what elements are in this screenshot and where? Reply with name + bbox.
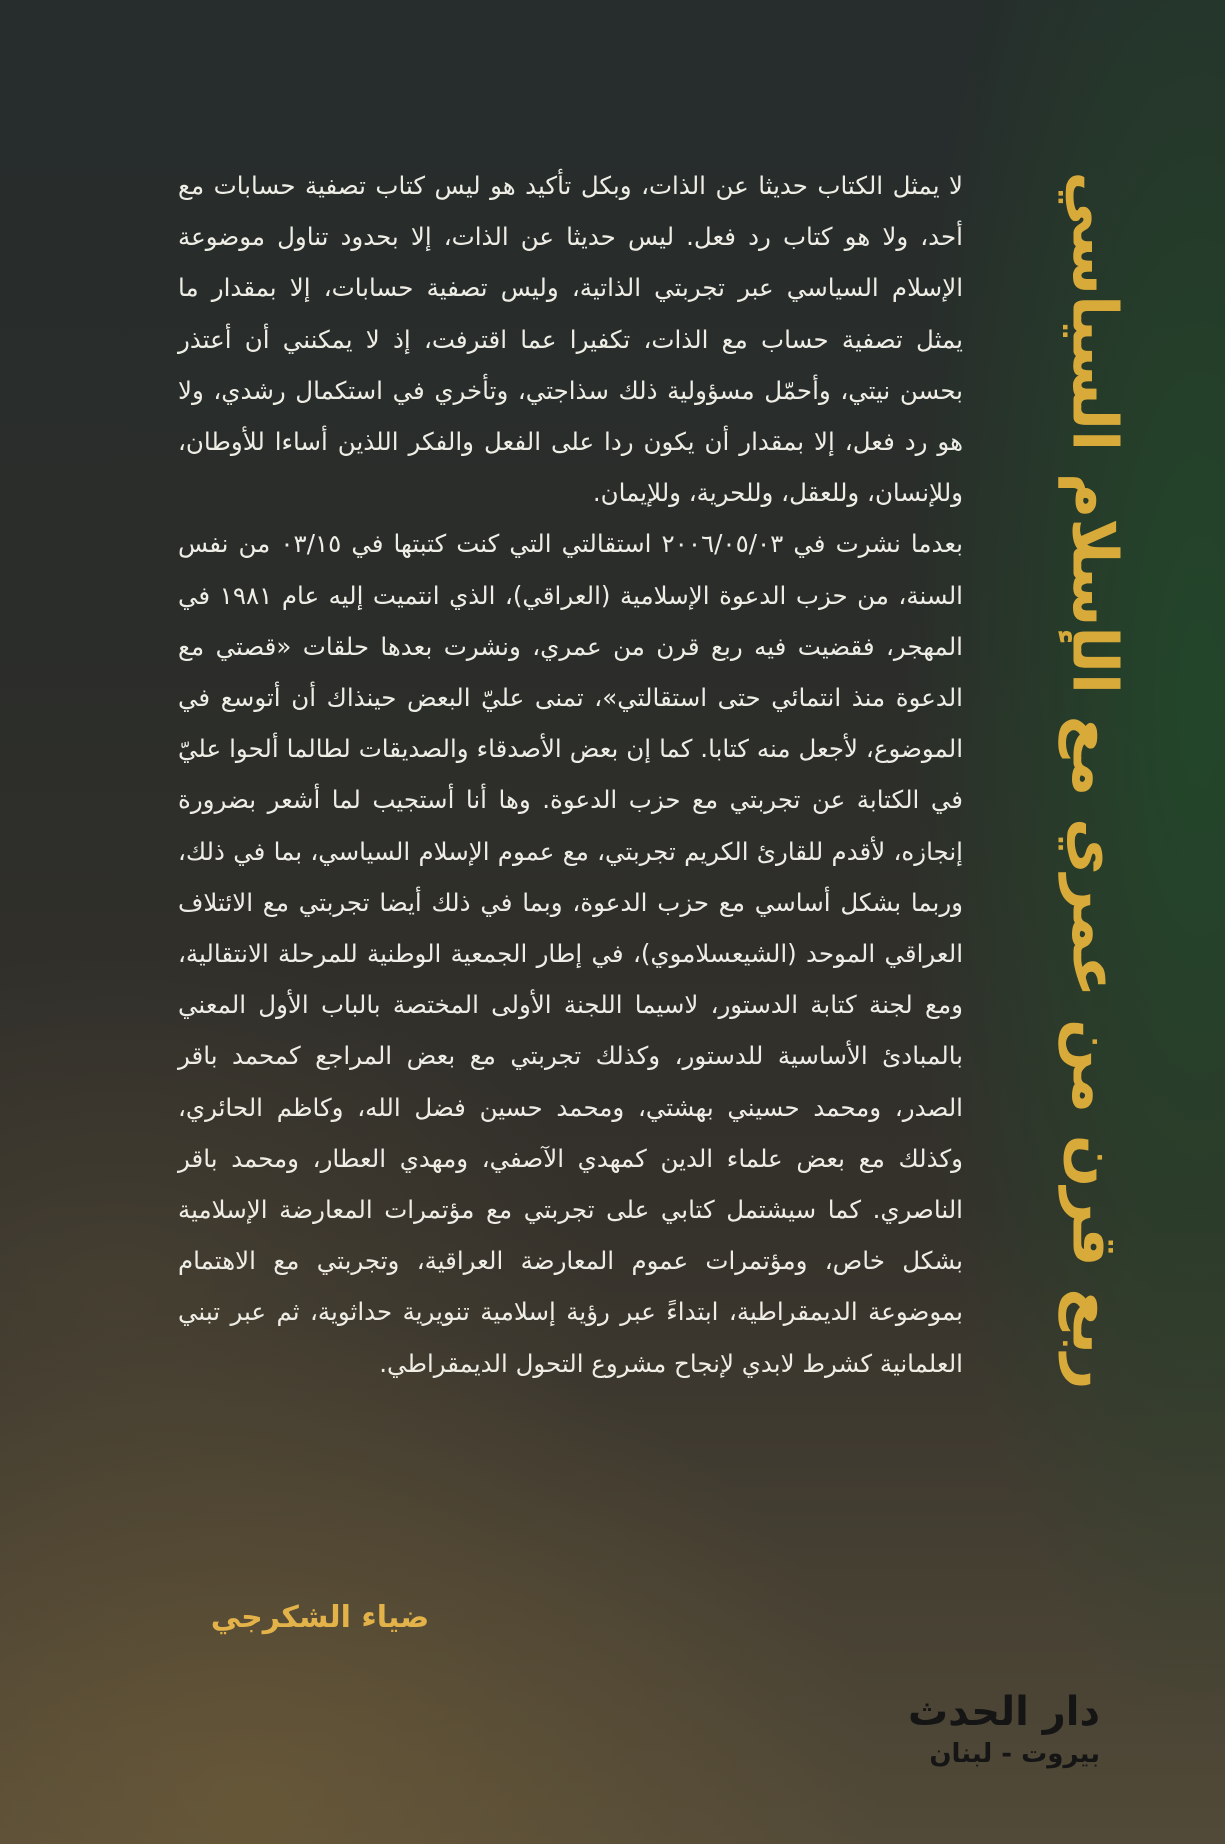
- author-name: ضياء الشكرجي: [210, 1600, 430, 1635]
- publisher-block: [880, 1688, 1100, 1772]
- blurb-paragraph-2: بعدما نشرت في ٢٠٠٦/٠٥/٠٣ استقالتي التي كنت كتبتها في ٠٣/١٥ من نفس السنة، من حزب الدعوة الإسلامية (العراقي)، الذي انتميت إليه عام ١٩٨١ في المهجر، فقضيت فيه ربع قرن من عمري، ونشرت بعدها حلقات «قصتي مع الدعوة منذ انتمائي حتى استقالتي»، تمنى عليّ البعض حينذاك أن أتوسع في الموضوع، لأجعل منه كتابا. كما إن بعض الأصدقاء والصديقات لطالما ألحوا عليّ في الكتابة عن تجربتي مع حزب الدعوة. وها أنا أستجيب لما أشعر بضرورة إنجازه، لأقدم للقارئ الكريم تجربتي، مع عموم الإسلام السياسي، بما في ذلك، وربما بشكل أساسي مع حزب الدعوة، وبما في ذلك أيضا تجربتي مع الائتلاف العراقي الموحد (الشيعسلاموي)، في إطار الجمعية الوطنية للمرحلة الانتقالية، ومع لجنة كتابة الدستور، لاسيما اللجنة الأولى المختصة بالباب الأول المعني بالمبادئ الأساسية للدستور، وكذلك تجربتي مع بعض المراجع كمحمد باقر الصدر، ومحمد حسيني بهشتي، ومحمد حسين فضل الله، وكاظم الحائري، وكذلك مع بعض علماء الدين كمهدي الآصفي، ومهدي العطار، ومحمد باقر الناصري. كما سيشتمل كتابي على تجربتي مع مؤتمرات المعارضة الإسلامية بشكل خاص، ومؤتمرات عموم المعارضة العراقية، وتجربتي مع الاهتمام بموضوعة الديمقراطية، ابتداءً عبر رؤية إسلامية تنويرية حداثوية، ثم عبر تبني العلمانية كشرط لابدي لإنجاح مشروع التحول الديمقراطي.: [178, 529, 964, 1378]
- blurb-text: [178, 160, 963, 1389]
- book-title-vertical: [1035, 160, 1155, 1400]
- book-title: ربع قرن من عمري مع الإسلام السياسي: [1058, 170, 1132, 1390]
- publisher-city: بيروت - لبنان: [929, 1739, 1100, 1769]
- publisher-name: دار الحدث: [907, 1689, 1100, 1735]
- blurb-paragraph-1: لا يمثل الكتاب حديثا عن الذات، وبكل تأكيد هو ليس كتاب تصفية حسابات مع أحد، ولا هو كتاب رد فعل. ليس حديثا عن الذات، إلا بحدود تناول موضوعة الإسلام السياسي عبر تجربتي الذاتية، وليس تصفية حسابات، إلا بمقدار ما يمثل تصفية حساب مع الذات، تكفيرا عما اقترفت، إذ لا يمكنني أن أعتذر بحسن نيتي، وأحمّل مسؤولية ذلك سذاجتي، وتأخري في استكمال رشدي، ولا هو رد فعل، إلا بمقدار أن يكون ردا على الفعل والفكر اللذين أساءا للأوطان، وللإنسان، وللعقل، وللحرية، وللإيمان.: [178, 171, 963, 508]
